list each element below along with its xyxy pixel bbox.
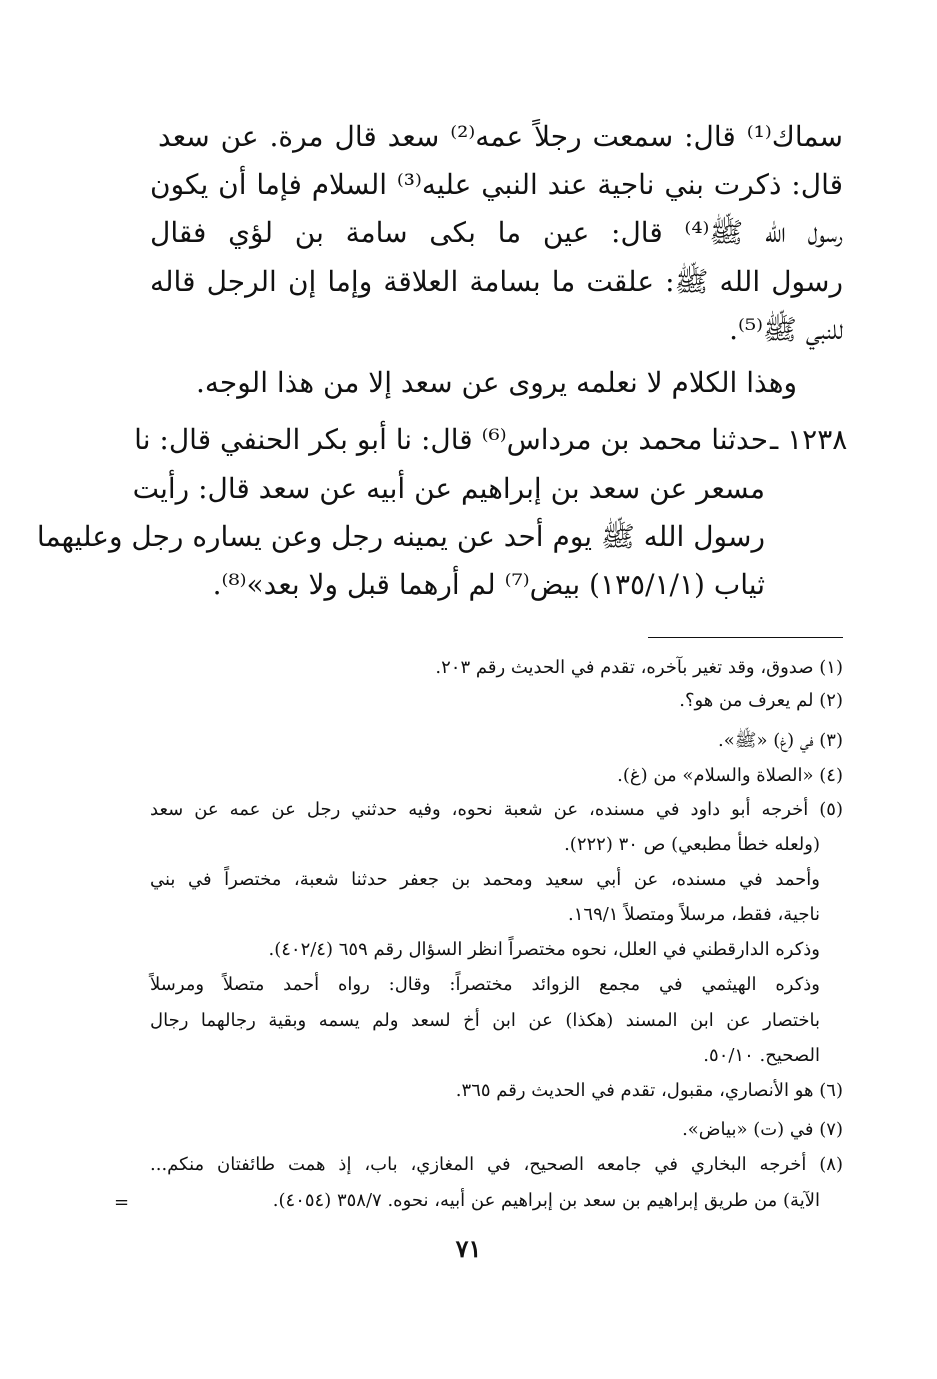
footnote-5-line-1: (٥) أخرجه أبو داود في مسنده، عن شعبة نحوه، وفيه حدثني رجل عن عمه عن سعد <box>150 799 843 820</box>
body-line-5: للنبي ﷺ⁽⁵⁾. <box>729 313 843 346</box>
hadith-line-2: مسعر عن سعد بن إبراهيم عن أبيه عن سعد قال: رأيت <box>132 472 765 505</box>
footnote-separator <box>648 637 843 638</box>
footnote-1: (١) صدوق، وقد تغير بآخره، تقدم في الحديث رقم ٢٠٣. <box>435 657 843 678</box>
footnote-5-line-2: (ولعله خطأ مطبعي) ص ٣٠ (٢٢٢). <box>564 834 820 855</box>
hadith-number: ١٢٣٨ ـ <box>770 423 848 456</box>
body-line-4: رسول الله ﷺ: علقت ما بسامة العلاقة وإما إن الرجل قاله <box>150 265 843 298</box>
footnote-6: (٦) هو الأنصاري، مقبول، تقدم في الحديث رقم ٣٦٥. <box>455 1080 843 1101</box>
footnote-8-line-1: (٨) أخرجه البخاري في جامعه الصحيح، في المغازي، باب، إذ همت طائفتان منكم... <box>150 1154 843 1175</box>
footnote-2: (٢) لم يعرف من هو؟. <box>679 690 843 711</box>
footnote-5-line-4: ناجية، فقط، مرسلاً ومتصلاً ١٦٩/١. <box>568 904 820 925</box>
footnote-5-line-6: وذكره الهيثمي في مجمع الزوائد مختصراً: وقال: رواه أحمد متصلاً ومرسلاً <box>150 974 820 995</box>
footnote-8-line-2: الآية) من طريق إبراهيم بن سعد بن إبراهيم عن أبيه، نحوه. ٣٥٨/٧ (٤٠٥٤). <box>272 1190 820 1211</box>
footnote-5-line-8: الصحيح. ٥٠/١٠. <box>703 1045 820 1066</box>
footnote-5-line-3: وأحمد في مسنده، عن أبي سعيد ومحمد بن جعفر حدثنا شعبة، مختصراً في بني <box>150 869 820 890</box>
footnote-3: (٣) في (غ) «ﷺ». <box>718 730 843 751</box>
hadith-line-1: حدثنا محمد بن مرداس⁽⁶⁾ قال: نا أبو بكر الحنفي قال: نا <box>134 423 768 456</box>
page-number: ٧١ <box>455 1234 482 1263</box>
hadith-line-3: رسول الله ﷺ يوم أحد عن يمينه رجل وعن يساره رجل وعليهما <box>36 520 765 553</box>
continuation-mark: = <box>114 1192 130 1213</box>
editor-note: وهذا الكلام لا نعلمه يروى عن سعد إلا من هذا الوجه. <box>196 366 797 399</box>
footnote-5-line-5: وذكره الدارقطني في العلل، نحوه مختصراً انظر السؤال رقم ٦٥٩ (٤٠٢/٤). <box>268 939 820 960</box>
hadith-line-4: ثياب (١٣٥/١/١) بيض⁽⁷⁾ لم أرهما قبل ولا بعد»⁽⁸⁾. <box>212 568 765 601</box>
footnote-7: (٧) في (ت) «بياض». <box>682 1119 843 1140</box>
footnote-5-line-7: باختصار عن ابن المسند (هكذا) عن ابن أخ لسعد ولم يسمه وبقية رجالهما رجال <box>150 1010 820 1031</box>
body-line-1: سماك⁽¹⁾ قال: سمعت رجلاً عمه⁽²⁾ سعد قال مرة. عن سعد <box>158 120 843 153</box>
body-line-2: قال: ذكرت بني ناجية عند النبي عليه⁽³⁾ السلام فإما أن يكون <box>150 168 843 201</box>
footnote-4: (٤) «الصلاة والسلام» من (غ). <box>617 765 843 786</box>
body-line-3: رسول الله ﷺ⁽⁴⁾ قال: عين ما بكى سامة بن لؤي فقال <box>150 216 844 249</box>
